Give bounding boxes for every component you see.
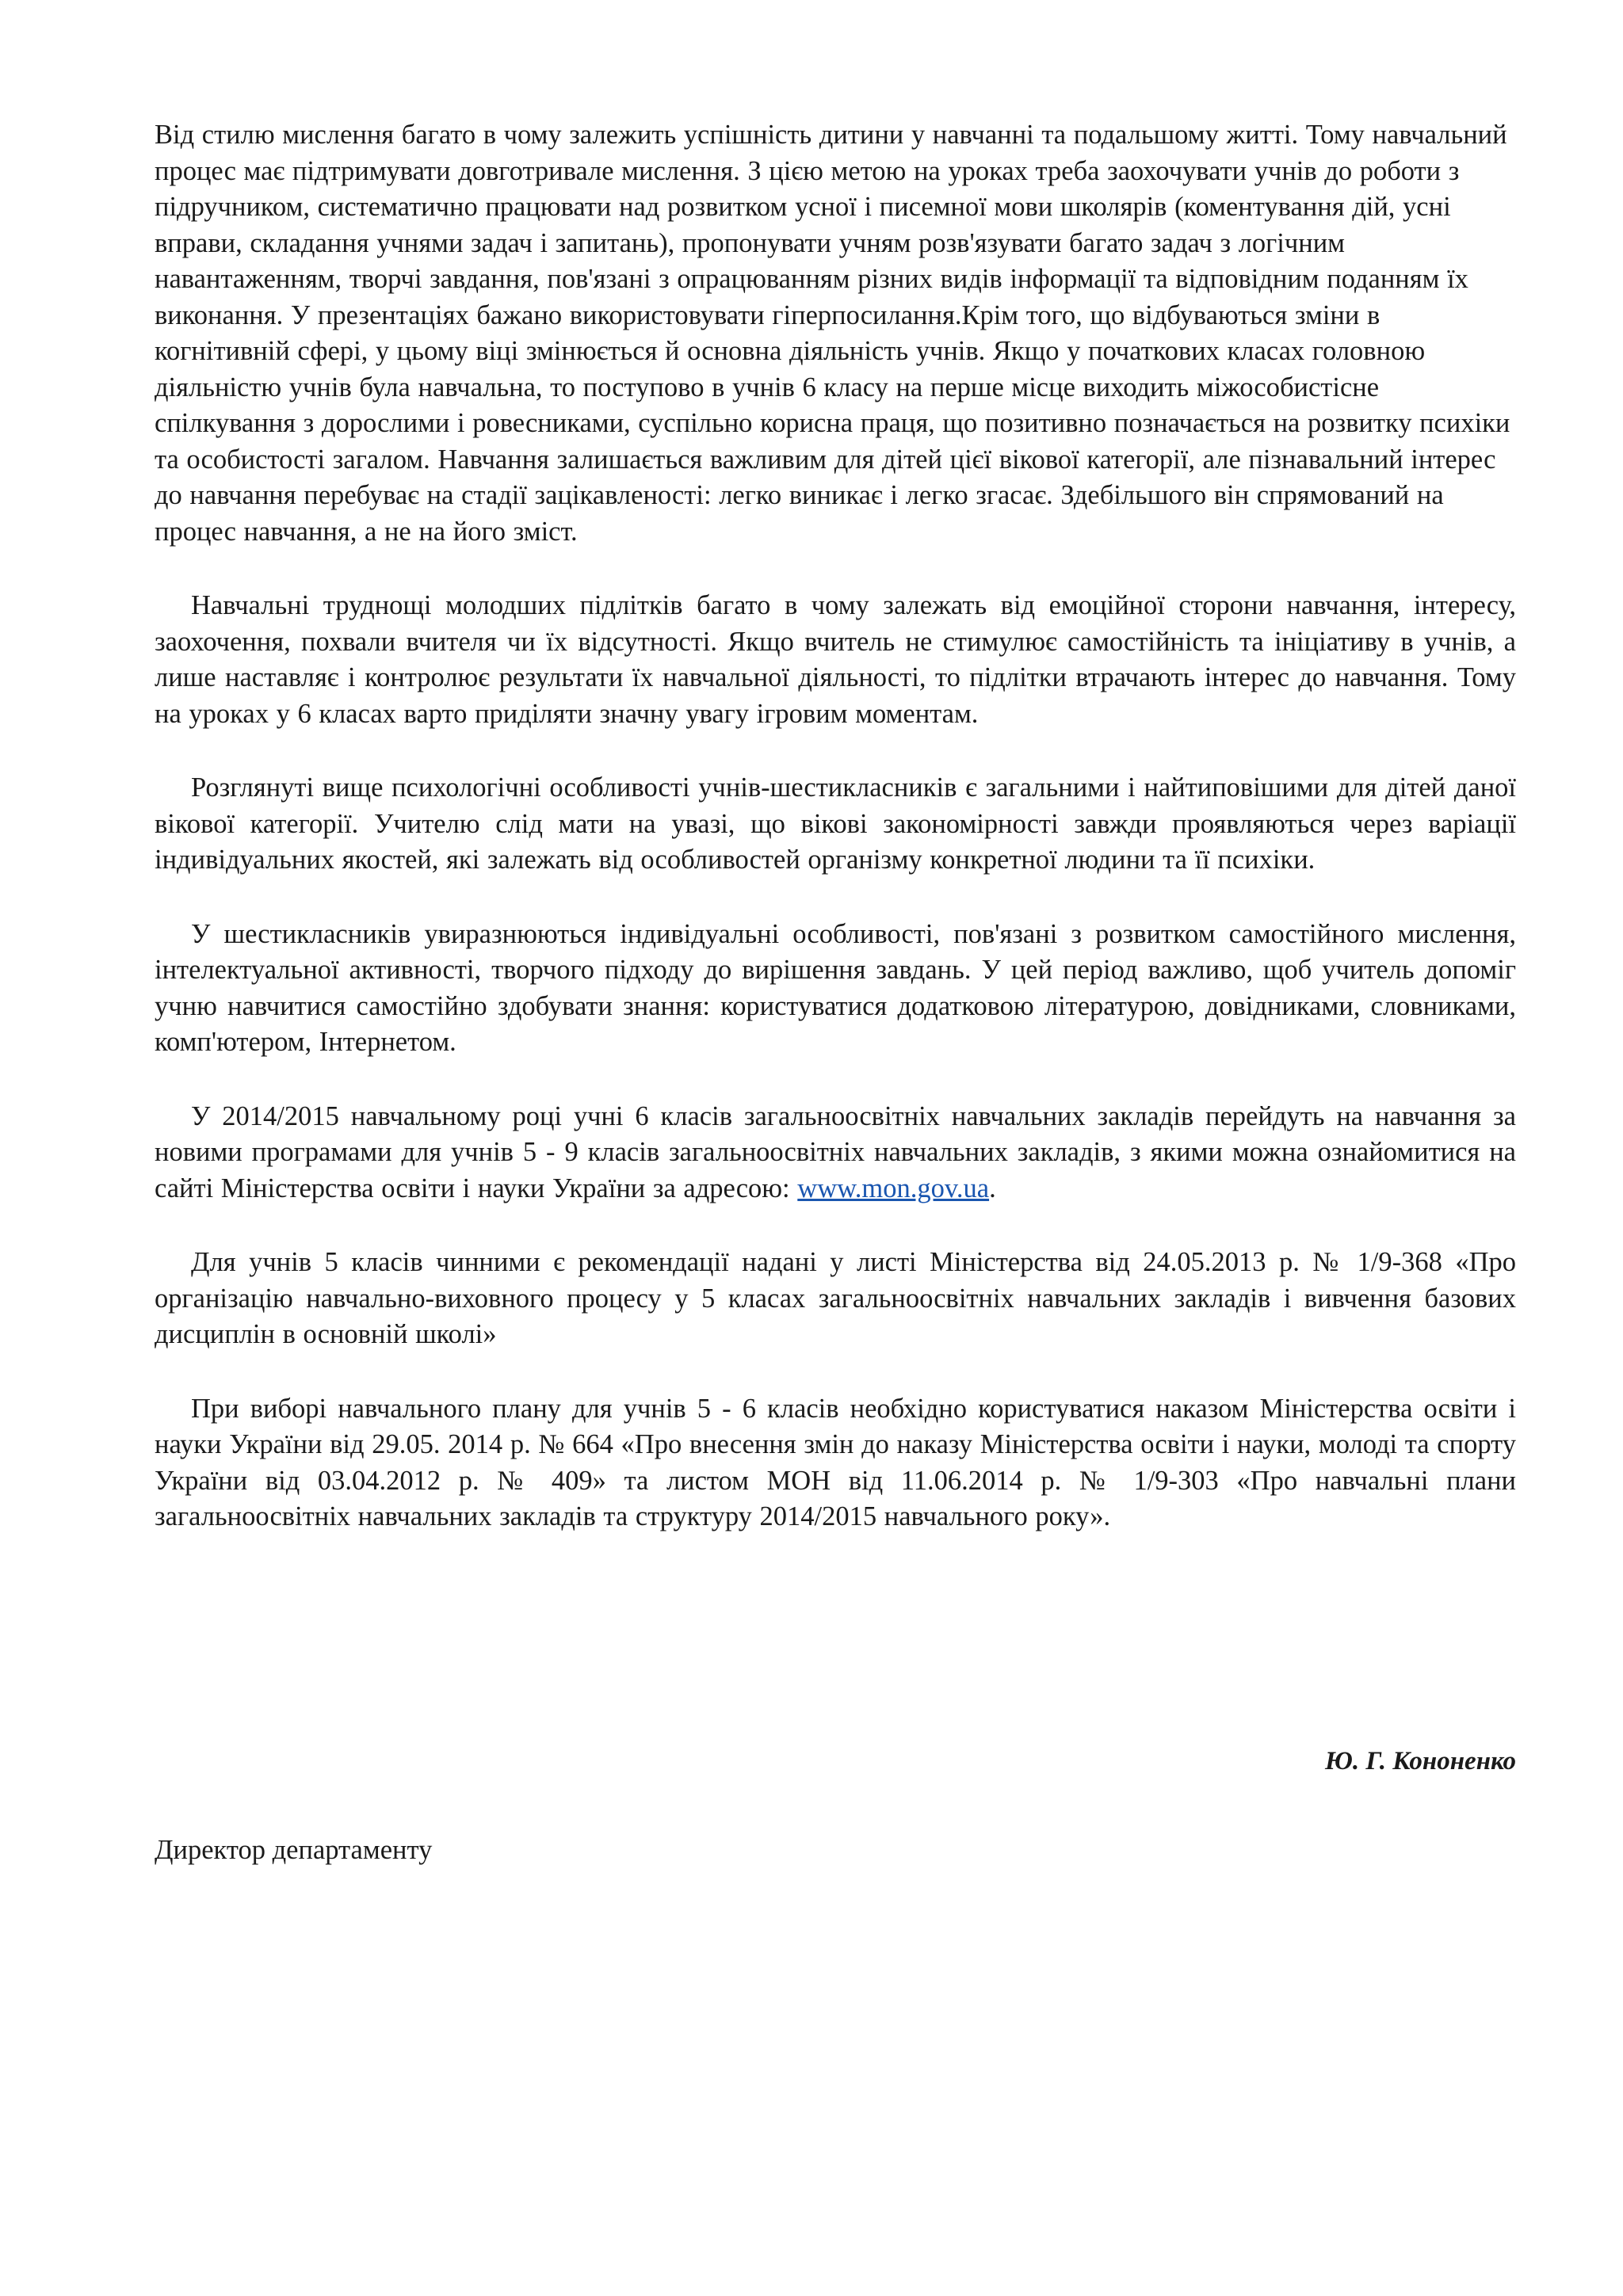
paragraph-thinking-style: Від стилю мислення багато в чому залежить успішність дитини у навчанні та подальшому житті. Тому навчальний процес має підтримувати довготривале мислення. З цією метою на уроках треба заохочувати учнів до роботи з підручником, систематично працювати над розвитком усної і писемної мови школярів (коментування дій, усні вправи, складання учнями задач і запитань), пропонувати учням розв'язувати багато задач з логічним навантаженням, творчі завдання, пов'язані з опрацюванням різних видів інформації та відповідним поданням їх виконання. У презентаціях бажано використовувати гіперпосилання.Крім того, що відбуваються зміни в когнітивній сфері, у цьому віці змінюється й основна діяльність учнів. Якщо у початкових класах головною діяльністю учнів була навчальна, то поступово в учнів 6 класу на перше місце виходить міжособистісне спілкування з дорослими і ровесниками, суспільно корисна праця, що позитивно позначається на розвитку психіки та особистості загалом. Навчання залишається важливим для дітей цієї вікової категорії, але пізнавальний інтерес до навчання перебуває на стадії зацікавленості: легко виникає і легко згасає. Здебільшого він спрямований на процес навчання, а не на його зміст. [155, 120, 1510, 547]
new-programs-text-end: . [989, 1173, 996, 1203]
signature-name: Ю. Г. Кононенко [1324, 1747, 1516, 1775]
document-body [155, 117, 1516, 1535]
paragraph-learning-difficulties: Навчальні труднощі молодших підлітків багато в чому залежать від емоційної сторони навчання, інтересу, заохочення, похвали вчителя чи їх відсутності. Якщо вчитель не стимулює самостійність та ініціативу в учнів, а лише наставляє і контролює результати їх навчальної діяльності, то підлітки втрачають інтерес до навчання. Тому на уроках у 6 класах варто приділяти значну увагу ігровим моментам. [155, 590, 1516, 729]
paragraph-psychological-features: Розглянуті вище психологічні особливості учнів-шестикласників є загальними і найтиповішими для дітей даної вікової категорії. Учителю слід мати на увазі, що вікові закономірності завжди проявляються через варіації індивідуальних якостей, які залежать від особливостей організму конкретної людини та її психіки. [155, 772, 1516, 875]
paragraph-new-programs [155, 1099, 1516, 1207]
mon-website-link[interactable]: www.mon.gov.ua [797, 1173, 990, 1203]
paragraph-grade5-recommendations: Для учнів 5 класів чинними є рекомендації надані у листі Міністерства від 24.05.2013 р. № 1/9-368 «Про організацію навчально-виховного процесу у 5 класах загальноосвітніх навчальних закладів і вивчення базових дисциплін в основній школі» [155, 1247, 1516, 1349]
paragraph-curriculum-choice: При виборі навчального плану для учнів 5 - 6 класів необхідно користуватися наказом Міністерства освіти і науки України від 29.05. 2014 р. № 664 «Про внесення змін до наказу Міністерства освіти і науки, молоді та спорту України від 03.04.2012 р. № 409» та листом МОН від 11.06.2014 р. № 1/9-303 «Про навчальні плани загальноосвітніх навчальних закладів та структуру 2014/2015 навчального року». [155, 1393, 1516, 1531]
paragraph-individual-features: У шестикласників увиразнюються індивідуальні особливості, пов'язані з розвитком самостійного мислення, інтелектуальної активності, творчого підходу до вирішення завдань. У цей період важливо, щоб учитель допоміг учню навчитися самостійно здобувати знання: користуватися додатковою літературою, довідниками, словниками, комп'ютером, Інтернетом. [155, 918, 1516, 1057]
new-programs-text: У 2014/2015 навчальному році учні 6 класів загальноосвітніх навчальних закладів перейдуть на навчання за новими програмами для учнів 5 - 9 класів загальноосвітніх навчальних закладів, з якими можна ознайомитися на сайті Міністерства освіти і науки України за адресою: [155, 1100, 1516, 1203]
signatory-position: Директор департаменту [155, 1835, 433, 1865]
